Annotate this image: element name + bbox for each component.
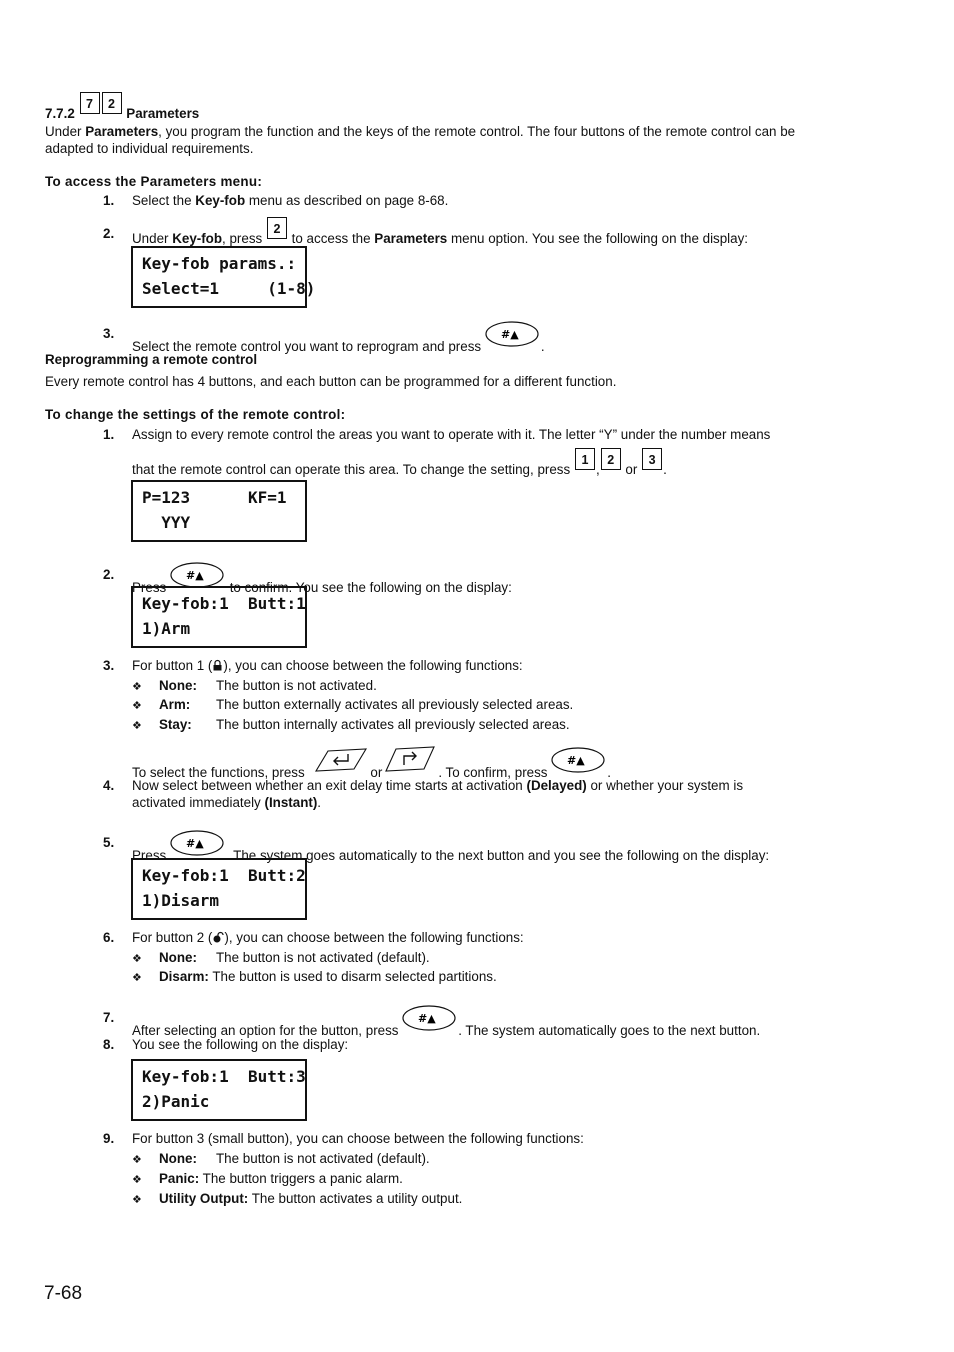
svg-text:#▲: #▲	[418, 1012, 436, 1025]
key-3: 3	[642, 448, 662, 470]
change-step-7: After selecting an option for the button, press #▲ . The system automatically goes to the next button.	[132, 1009, 760, 1039]
key-2: 2	[601, 448, 621, 470]
hash-arrow-key-icon	[551, 745, 607, 775]
change-step-4-line-1: Now select between whether an exit delay time starts at activation (Delayed) or whether your system is	[132, 778, 744, 793]
access-step-3: Select the remote control you want to reprogram and press #▲ .	[132, 325, 545, 355]
step-number: 2.	[103, 226, 115, 241]
change-step-8: You see the following on the display:	[132, 1037, 349, 1052]
step-number: 1.	[103, 427, 115, 442]
hash-arrow-key-icon	[485, 319, 541, 349]
lcd-display-keyfob-params: Key-fob params.: Select=1 (1-8)	[131, 246, 307, 308]
lcd-display-button-1: Key-fob:1 Butt:1 1)Arm	[131, 586, 307, 648]
change-step-9: For button 3 (small button), you can choose between the following functions:	[132, 1131, 584, 1146]
option-none: ❖ None: The button is not activated.	[132, 678, 377, 693]
step-number: 2.	[103, 567, 115, 582]
step-number: 1.	[103, 193, 115, 208]
step-number: 9.	[103, 1131, 115, 1146]
change-step-5: Press #▲ . The system goes automatically to the next button and you see the following on the display:	[132, 834, 769, 864]
reprogram-heading: Reprogramming a remote control	[45, 352, 258, 367]
option-panic: ❖ Panic: The button triggers a panic alarm.	[132, 1171, 403, 1186]
lcd-display-button-2: Key-fob:1 Butt:2 1)Disarm	[131, 858, 307, 920]
access-step-1: Select the Key-fob menu as described on page 8-68.	[132, 193, 449, 208]
change-step-6: For button 2 ( ), you can choose between the following functions:	[132, 930, 524, 945]
section-header	[45, 97, 200, 122]
step-number: 7.	[103, 1010, 115, 1025]
option-utility-output: ❖ Utility Output: The button activates a utility output.	[132, 1191, 463, 1206]
svg-text:#▲: #▲	[500, 328, 519, 341]
hash-arrow-key-icon	[170, 828, 226, 858]
intro-line-2: adapted to individual requirements.	[45, 141, 254, 156]
step-number: 3.	[103, 326, 115, 341]
change-step-3: For button 1 ( ), you can choose between the following functions:	[132, 658, 523, 673]
hash-arrow-key-icon	[402, 1003, 458, 1033]
option-none: ❖ None: The button is not activated (default).	[132, 950, 430, 965]
change-step-2: Press #▲ to confirm. You see the following on the display:	[132, 566, 512, 596]
select-functions-line: To select the functions, press or . To confirm, press #▲ .	[132, 751, 611, 781]
change-step-4-line-2: activated immediately (Instant).	[132, 795, 322, 810]
lock-icon	[212, 659, 223, 671]
option-arm: ❖ Arm: The button externally activates all previously selected areas.	[132, 697, 574, 712]
enter-left-key-icon	[308, 745, 370, 775]
intro-line-1: Under Parameters, you program the function and the keys of the remote control. The four buttons of the remote control can be	[45, 124, 796, 139]
option-none: ❖ None: The button is not activated (default).	[132, 1151, 430, 1166]
access-step-2: Under Key-fob, press 2 to access the Parameters menu option. You see the following on the display:	[132, 225, 748, 247]
step-number: 6.	[103, 930, 115, 945]
step-number: 5.	[103, 835, 115, 850]
key-2: 2	[267, 217, 287, 239]
change-heading: To change the settings of the remote control:	[45, 407, 346, 422]
svg-text:#▲: #▲	[185, 837, 204, 850]
page-number: 7-68	[44, 1283, 83, 1304]
svg-text:#▲: #▲	[567, 754, 585, 767]
key-1: 1	[575, 448, 595, 470]
key-7: 7	[80, 92, 100, 114]
change-step-1-line-2: that the remote control can operate this area. To change the setting, press 1,2 or 3.	[132, 456, 667, 478]
step-number: 4.	[103, 778, 115, 793]
step-number: 3.	[103, 658, 115, 673]
step-number: 8.	[103, 1037, 115, 1052]
section-title: Parameters	[126, 106, 200, 121]
option-disarm: ❖ Disarm: The button is used to disarm selected partitions.	[132, 969, 497, 984]
svg-text:#▲: #▲	[185, 569, 204, 582]
option-stay: ❖ Stay: The button internally activates all previously selected areas.	[132, 717, 570, 732]
enter-right-key-icon	[382, 745, 438, 775]
access-heading: To access the Parameters menu:	[45, 174, 263, 189]
unlock-icon	[212, 931, 224, 943]
change-step-1-line-1: Assign to every remote control the areas you want to operate with it. The letter “Y” under the number means	[132, 427, 771, 442]
key-2: 2	[102, 92, 122, 114]
reprogram-text: Every remote control has 4 buttons, and each button can be programmed for a different function.	[45, 374, 617, 389]
lcd-display-button-3: Key-fob:1 Butt:3 2)Panic	[131, 1059, 307, 1121]
lcd-display-areas: P=123 KF=1 YYY	[131, 480, 307, 542]
section-number: 7.7.2	[45, 106, 75, 121]
